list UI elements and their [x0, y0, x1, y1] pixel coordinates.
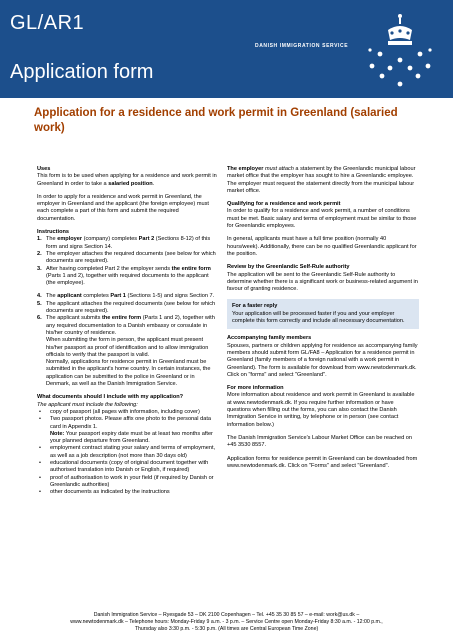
footer — [0, 612, 453, 634]
instruction-item: 2. The employer attaches the required documents (see below for which documents are required). — [37, 250, 216, 265]
document-item: • employment contract stating your salary and terms of employment, as well as a job description (not more than 30 days old) — [39, 445, 216, 459]
instruction-item: When submitting the form in person, the applicant must present his/her passport as proof of identification and to allow immigration officials to verify that the passport is valid. — [46, 337, 209, 358]
uses-paragraph-1: This form is to be used when applying for a residence and work permit in Greenland in order to take a salaried position. — [37, 173, 217, 187]
employer-statement-paragraph: The employer must attach a statement by the Greenlandic municipal labour market office that the employer has sought to hire a Greenlandic employee. The employer must request the statement directly from the municipal labour market office. — [227, 166, 416, 194]
instruction-item: Normally, applications for residence permit in Greenland must be submitted in the applicant's home country. In certain instances, the application can be submitted to the police in Greenland or in Denmark, as well as the Danish Immigration Service. — [46, 359, 211, 388]
document-item: • educational documents (copy of original document together with authorised translation into Danish or English, if required) — [39, 459, 209, 474]
crown-icon — [360, 10, 440, 90]
info-paragraph-2: The Danish Immigration Service's Labour Market Office can be reached on +45 3530 8557. — [227, 434, 413, 449]
uses-paragraph-2: In order to apply for a residence and work permit in Greenland, the employer in Greenland and the applicant (the foreign employee) must each complete a part of this form and submit the required documentation. — [37, 193, 209, 222]
document-item: • copy of passport (all pages with information, including cover) — [39, 408, 200, 415]
footer-line-1: Danish Immigration Service – Ryesgade 53 – DK 2100 Copenhagen – Tel. +45 35 30 85 57 – e-mail: work@us.dk – — [93, 612, 360, 618]
review-heading: Review by the Greenlandic Self-Rule authority — [227, 264, 350, 271]
qualifying-paragraph-2: In general, applicants must have a full time position (normally 40 hours/week). Additionally, there can be no qualified Greenlandic applicant for the position. — [227, 236, 417, 257]
instruction-item: 6. The applicant submits the entire form (Parts 1 and 2), together with any required documentation to a Danish embassy or consulate in his/her country of residence. — [37, 315, 215, 336]
info-paragraph-3: Application forms for residence permit in Greenland can be downloaded from www.newtodenmark.dk. Click on "Forms" and select "Greenland". — [227, 455, 418, 469]
qualifying-paragraph-1: In order to qualify for a residence and work permit, a number of conditions must be met. Basic salary and terms of employment must be similar to those for Greenlandic employees. — [227, 208, 417, 230]
form-code: GL/AR1 — [10, 12, 85, 34]
documents-heading: What documents should I include with my application? — [37, 394, 184, 401]
review-paragraph: The application will be sent to the Greenlandic Self-Rule authority to determine whether there is a significant work or business-related argument in favour of granting residence. — [227, 271, 418, 293]
page-title: Application for a residence and work permit in Greenland (salaried work) — [34, 107, 398, 134]
header-banner — [0, 0, 453, 98]
right-column — [227, 166, 419, 470]
left-column — [37, 166, 217, 496]
footer-line-2: www.newtodenmark.dk – Telephone hours: Monday-Friday 9 a.m. - 3 p.m. – Service Centre open Monday-Friday 8:30 a.m. - 12:00 p.m., — [70, 619, 383, 626]
uses-heading: Uses — [37, 166, 51, 172]
footer-line-3: Thursday also 3:30 p.m. - 5:30 p.m. (All times are Central European Time Zone) — [134, 626, 319, 633]
service-name: DANISH IMMIGRATION SERVICE — [255, 43, 349, 49]
instruction-item: 3. After having completed Part 2 the employer sends the entire form (Parts 1 and 2), together with required documents to the applicant (the employee). — [37, 265, 211, 287]
family-paragraph: Spouses, partners or children applying for residence as accompanying family members should submit form GL/FA8 – Application for a residence permit in Greenland (family members of a foreign national with a work permit in Greenland). The form is available for download from www.newtodenmark.dk. Click on "forms" and select "Greenland". — [227, 342, 418, 378]
document-item: • other documents as indicated by the instructions — [39, 489, 170, 496]
instruction-item: 1. The employer (company) completes Part 2 (Sections 8-12) of this form and signs Section 14. — [37, 236, 211, 250]
document-item: • Two passport photos. Please affix one photo to the personal data card in Appendix 1. Note: Your passport expiry date must be at least two months after your planned departure from Greenland. — [39, 416, 213, 445]
form-name: Application form — [10, 61, 154, 83]
qualifying-heading: Qualifying for a residence and work permit — [227, 201, 341, 208]
instruction-item: 4. The applicant completes Part 1 (Sections 1-5) and signs Section 7. — [37, 293, 215, 300]
documents-intro: The applicant must include the following: — [37, 401, 138, 408]
instruction-item: 5. The applicant attaches the required documents (see below for which documents are required). — [37, 300, 216, 315]
faster-reply-paragraph: Your application will be processed faster if you and your employer complete this form correctly and include all necessary documentation. — [232, 310, 405, 325]
info-paragraph-1: More information about residence and work permit in Greenland is available at www.newtodenmark.dk. If you require further information or have questions when filling out the forms, you can also contact the Danish Immigration Service in writing, by telephone or in person (see contact information below.) — [227, 392, 415, 428]
family-heading: Accompanying family members — [227, 335, 312, 342]
instructions-heading: Instructions — [37, 229, 70, 236]
info-heading: For more information — [227, 385, 284, 392]
document-item: • proof of authorisation to work in your field (if required by Danish or Greenlandic authorities) — [39, 474, 214, 488]
faster-reply-box — [227, 299, 419, 329]
faster-reply-heading: For a faster reply — [232, 303, 278, 310]
